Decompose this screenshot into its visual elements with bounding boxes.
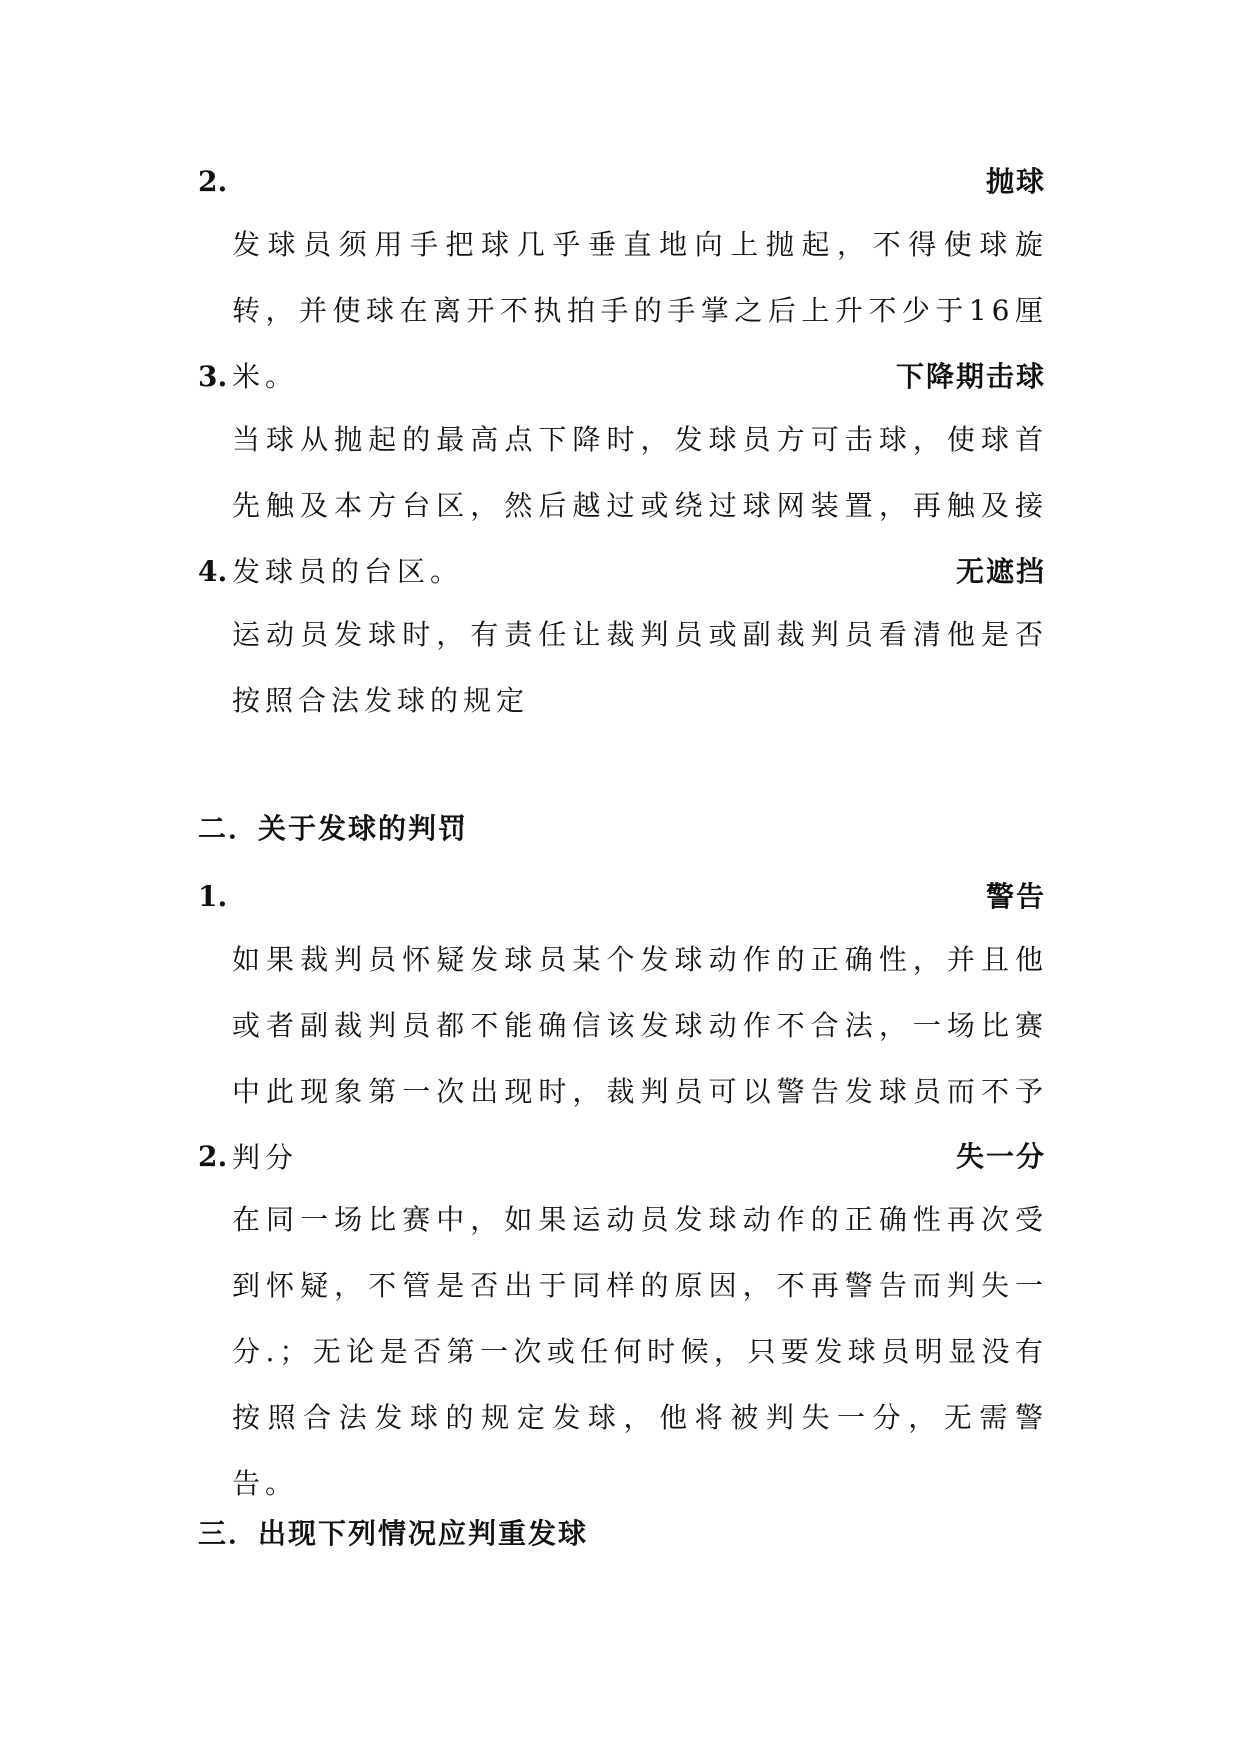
- section-heading: 三．出现下列情况应判重发球: [198, 1517, 589, 1550]
- item-paragraph: 在同一场比赛中，如果运动员发球动作的正确性再次受到怀疑，不管是否出于同样的原因，不再警告而判失一分.；无论是否第一次或任何时候，只要发球员明显没有按照合法发球的规定发球，他将被判失一分，无需警告。: [232, 1203, 1048, 1500]
- item-title: 警告: [985, 880, 1046, 913]
- item-heading: [198, 1135, 1046, 1179]
- item-heading: [198, 550, 1046, 594]
- item-title: 失一分: [955, 1140, 1046, 1173]
- item-paragraph: 当球从抛起的最高点下降时，发球员方可击球，使球首先触及本方台区，然后越过或绕过球网装置，再触及接发球员的台区。: [232, 423, 1048, 588]
- section-heading: 二．关于发球的判罚: [198, 812, 469, 845]
- item-number: 4.: [198, 555, 228, 588]
- item-paragraph: 运动员发球时，有责任让裁判员或副裁判员看清他是否按照合法发球的规定: [232, 618, 1048, 717]
- item-title: 无遮挡: [955, 555, 1046, 588]
- item-paragraph: 如果裁判员怀疑发球员某个发球动作的正确性，并且他或者副裁判员都不能确信该发球动作不合法，一场比赛中此现象第一次出现时，裁判员可以警告发球员而不予判分: [232, 943, 1048, 1174]
- item-title: 抛球: [985, 165, 1046, 198]
- item-number: 2.: [198, 1140, 228, 1173]
- item-paragraph: 发球员须用手把球几乎垂直地向上抛起，不得使球旋转，并使球在离开不执拍手的手掌之后上升不少于16厘米。: [232, 228, 1048, 393]
- item-number: 2.: [198, 165, 228, 198]
- item-title: 下降期击球: [895, 360, 1046, 393]
- item-number: 1.: [198, 880, 228, 913]
- item-heading: [198, 355, 1046, 399]
- item-heading: [198, 160, 1046, 204]
- item-number: 3.: [198, 360, 228, 393]
- item-heading: [198, 875, 1046, 919]
